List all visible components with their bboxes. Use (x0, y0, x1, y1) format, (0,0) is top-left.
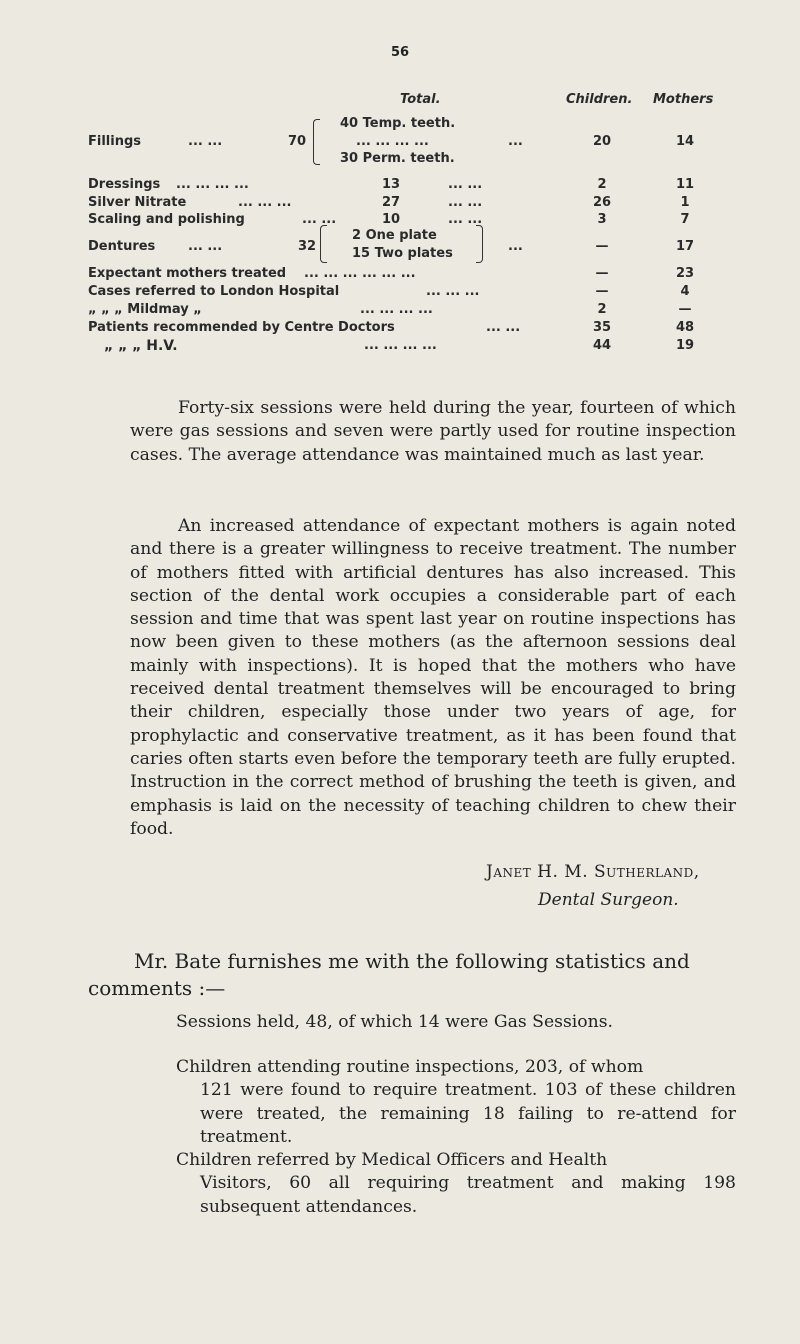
intro-statement: Mr. Bate furnishes me with the following statistics and comments :— (88, 949, 690, 1000)
row-dots: ... ... (188, 239, 223, 254)
signature-title: Dental Surgeon. (538, 890, 679, 910)
row-label: Silver Nitrate (88, 195, 187, 210)
row-children: 20 (592, 134, 612, 149)
list-item-children-attending (176, 1056, 736, 1149)
row-label: „ „ „ H.V. (104, 338, 178, 354)
row-label: Dentures (88, 239, 156, 254)
row-total: 27 (382, 195, 401, 210)
row-dots: ... ... ... (238, 195, 292, 210)
row-total: 10 (382, 212, 401, 227)
dentures-two: 15 Two plates (352, 246, 453, 261)
row-dots-2: ... ... (448, 212, 483, 227)
row-children: 26 (592, 195, 612, 210)
row-dots-2: ... (508, 134, 523, 149)
signature-name: Janet H. M. Sutherland, (486, 862, 700, 882)
row-children: — (595, 266, 609, 281)
paragraph-sessions: Forty-six sessions were held during the year, fourteen of which were gas sessions and seven were partly used for routine inspection cases. The average attendance was maintained much as last year. (130, 398, 736, 465)
list-item-children-referred (176, 1149, 736, 1219)
item-rest: Visitors, 60 all requiring treatment and making 198 subsequent attendances. (200, 1173, 736, 1217)
row-mothers: 7 (680, 212, 690, 227)
item-text: Sessions held, 48, of which 14 were Gas Sessions. (176, 1012, 613, 1032)
page-number: 56 (390, 45, 410, 60)
row-children: 2 (597, 177, 607, 192)
row-dots: ... ... (188, 134, 223, 149)
row-label: Scaling and polishing (88, 212, 245, 227)
item-first-line: Children referred by Medical Officers and Health (176, 1150, 608, 1170)
row-dots: ... ... ... (426, 284, 480, 299)
row-children: 35 (592, 320, 612, 335)
dentures-one: 2 One plate (352, 228, 437, 243)
fillings-perm: 30 Perm. teeth. (340, 151, 455, 166)
list-item-sessions (176, 1011, 736, 1034)
brace-left (320, 225, 327, 263)
header-children: Children. (566, 92, 633, 107)
row-dots: ... ... ... ... (176, 177, 249, 192)
row-label: Fillings (88, 134, 142, 149)
row-dots: ... ... (486, 320, 521, 335)
item-rest: 121 were found to require treatment. 103 of these children were treated, the remaining 18 failing to re-attend for treatment. (200, 1080, 736, 1147)
row-children: 2 (597, 302, 607, 317)
row-total: 70 (288, 134, 307, 149)
row-mothers: 23 (675, 266, 695, 281)
row-dots: ... ... (302, 212, 337, 227)
row-mothers: 19 (675, 338, 695, 353)
row-mothers: 1 (680, 195, 690, 210)
brace-right (476, 225, 483, 263)
row-children: — (595, 284, 609, 299)
paragraph-expectant-mothers: An increased attendance of expectant mothers is again noted and there is a greater willingness to receive treatment. The number of mothers fitted with artificial dentures has also increased. This section of the dental work occupies a considerable part of each session and time that was spent last year on routine inspections has now been given to these mothers (as the afternoon sessions deal mainly with inspections). It is hoped that the mothers who have received dental treatment themselves will be encouraged to bring their children, especially those under two years of age, for prophylactic and conservative treatment, as it has been found that caries often starts even before the temporary teeth are fully erupted. Instruction in the correct method of brushing the teeth is given, and emphasis is laid on the necessity of teaching children to chew their food. (130, 516, 736, 839)
row-label: Patients recommended by Centre Doctors (88, 320, 395, 335)
row-mothers: 4 (680, 284, 690, 299)
row-children: 3 (597, 212, 607, 227)
row-label: „ „ „ Mildmay „ (88, 302, 202, 317)
row-total: 32 (298, 239, 317, 254)
row-dots: ... ... ... ... ... ... (304, 266, 416, 281)
header-total: Total. (400, 92, 441, 107)
row-children: — (595, 239, 609, 254)
row-label: Expectant mothers treated (88, 266, 287, 281)
fillings-temp: 40 Temp. teeth. (340, 116, 456, 131)
row-mothers: 48 (675, 320, 695, 335)
fillings-mid-dots: ... ... ... ... (356, 134, 429, 149)
row-mothers: — (678, 302, 692, 317)
row-total: 13 (382, 177, 401, 192)
row-label: Dressings (88, 177, 161, 192)
item-first-line: Children attending routine inspections, 203, of whom (176, 1057, 644, 1077)
row-dots: ... ... ... ... (364, 338, 437, 353)
row-mothers: 11 (675, 177, 695, 192)
row-dots-2: ... ... (448, 195, 483, 210)
row-dots-2: ... ... (448, 177, 483, 192)
row-mothers: 17 (675, 239, 695, 254)
row-dots-2: ... (508, 239, 523, 254)
row-children: 44 (592, 338, 612, 353)
row-dots: ... ... ... ... (360, 302, 433, 317)
header-mothers: Mothers (653, 92, 714, 107)
brace-left (313, 119, 320, 165)
row-mothers: 14 (675, 134, 695, 149)
row-label: Cases referred to London Hospital (88, 284, 340, 299)
